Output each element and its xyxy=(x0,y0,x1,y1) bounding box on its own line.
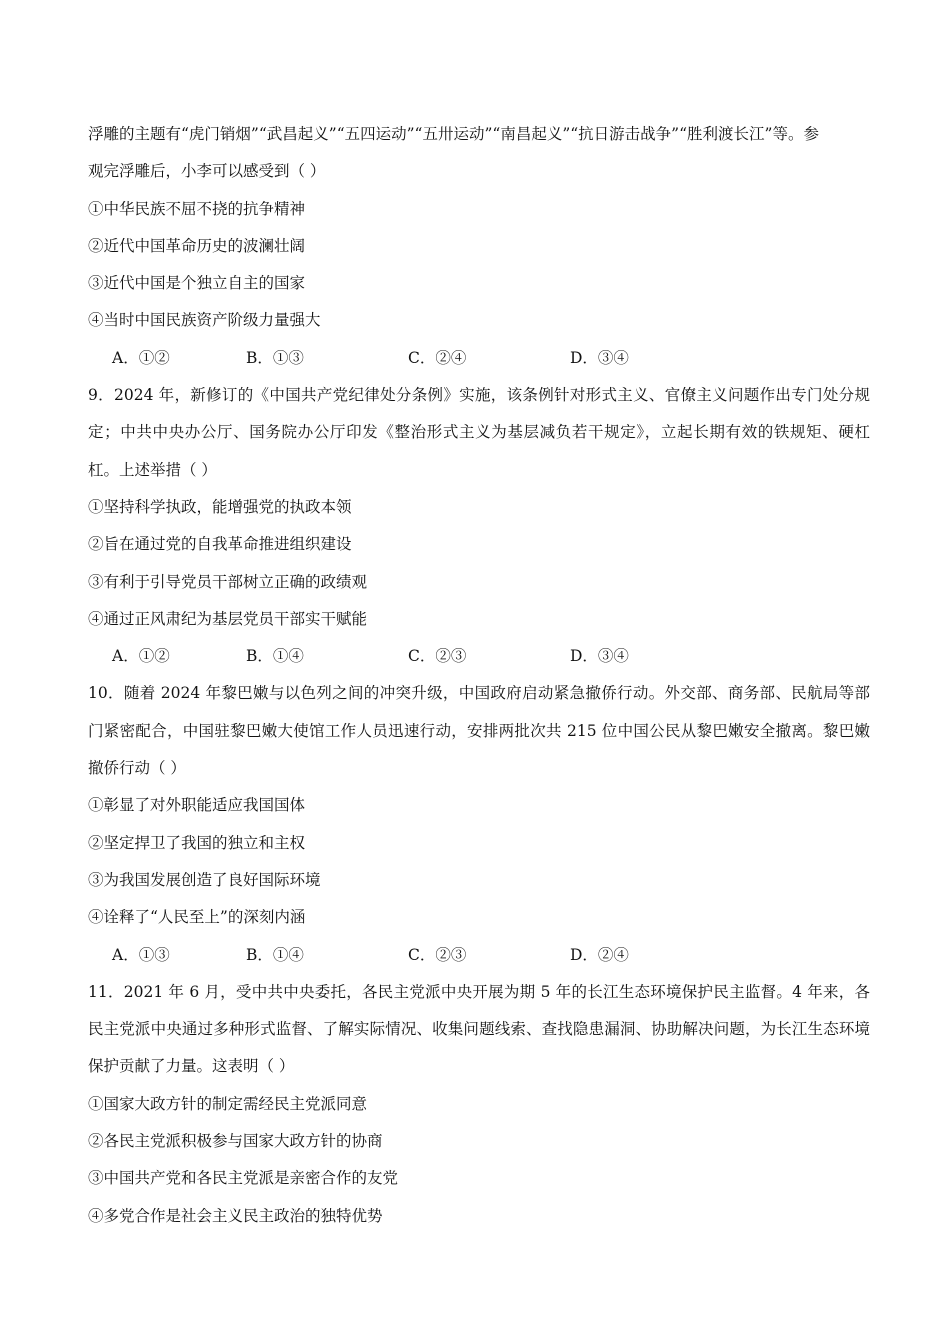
statement-item: ①坚持科学执政，能增强党的执政本领 xyxy=(88,497,352,516)
statement-item: ①彰显了对外职能适应我国国体 xyxy=(88,796,306,815)
question-stem: 10．随着 2024 年黎巴嫩与以色列之间的冲突升级，中国政府启动紧急撤侨行动。外交部、商务部、民航局等部门紧密配合，中国驻黎巴嫩大使馆工作人员迅速行动，安排两批次共 215 位中国公民从黎巴嫩安全撤离。黎巴嫩撤侨行动（ ） xyxy=(88,684,870,778)
question-9 xyxy=(88,377,870,675)
option-a[interactable]: A．①③ xyxy=(112,945,170,964)
question-8 xyxy=(88,116,870,377)
option-b[interactable]: B．①④ xyxy=(246,945,304,964)
option-c[interactable]: C．②③ xyxy=(408,647,467,666)
statement-item: ②坚定捍卫了我国的独立和主权 xyxy=(88,833,306,852)
option-c[interactable]: C．②③ xyxy=(408,945,467,964)
statement-item: ③有利于引导党员干部树立正确的政绩观 xyxy=(88,572,368,591)
statement-item: ③为我国发展创造了良好国际环境 xyxy=(88,870,321,889)
option-c[interactable]: C．②④ xyxy=(408,348,467,367)
answer-options xyxy=(88,638,870,675)
answer-options xyxy=(88,937,870,974)
statement-item: ④通过正风肃纪为基层党员干部实干赋能 xyxy=(88,609,368,628)
option-d[interactable]: D．③④ xyxy=(570,647,629,666)
question-stem: 11．2021 年 6 月，受中共中央委托，各民主党派中央开展为期 5 年的长江生态环境保护民主监督。4 年来，各民主党派中央通过多种形式监督、了解实际情况、收集问题线索、查找隐患漏洞、协助解决问题，为长江生态环境保护贡献了力量。这表明（ ） xyxy=(88,982,870,1076)
statement-item: ①国家大政方针的制定需经民主党派同意 xyxy=(88,1094,368,1113)
statement-item: ②各民主党派积极参与国家大政方针的协商 xyxy=(88,1132,383,1151)
question-stem: 9．2024 年，新修订的《中国共产党纪律处分条例》实施，该条例针对形式主义、官僚主义问题作出专门处分规定；中共中央办公厅、国务院办公厅印发《整治形式主义为基层减负若干规定》，立起长期有效的铁规矩、硬杠杠。上述举措（ ） xyxy=(88,386,870,479)
answer-options xyxy=(88,340,870,377)
statement-item: ④当时中国民族资产阶级力量强大 xyxy=(88,311,321,330)
statement-item: ②旨在通过党的自我革命推进组织建设 xyxy=(88,535,352,554)
option-a[interactable]: A．①② xyxy=(112,348,170,367)
option-d[interactable]: D．②④ xyxy=(570,945,629,964)
statement-item: ④诠释了“人民至上”的深刻内涵 xyxy=(88,908,306,927)
question-stem-line: 观完浮雕后，小李可以感受到（ ） xyxy=(88,162,326,181)
statement-item: ③近代中国是个独立自主的国家 xyxy=(88,274,306,293)
option-a[interactable]: A．①② xyxy=(112,647,170,666)
option-b[interactable]: B．①④ xyxy=(246,647,304,666)
option-d[interactable]: D．③④ xyxy=(570,348,629,367)
question-stem-line: 浮雕的主题有“虎门销烟”“武昌起义”“五四运动”“五卅运动”“南昌起义”“抗日游击战争”“胜利渡长江”等。参 xyxy=(88,125,819,143)
question-11 xyxy=(88,974,870,1235)
question-10 xyxy=(88,675,870,973)
statement-item: ④多党合作是社会主义民主政治的独特优势 xyxy=(88,1206,383,1225)
statement-item: ③中国共产党和各民主党派是亲密合作的友党 xyxy=(88,1169,399,1188)
exam-page xyxy=(88,116,870,1235)
statement-item: ②近代中国革命历史的波澜壮阔 xyxy=(88,236,306,255)
statement-item: ①中华民族不屈不挠的抗争精神 xyxy=(88,199,306,218)
option-b[interactable]: B．①③ xyxy=(246,348,304,367)
